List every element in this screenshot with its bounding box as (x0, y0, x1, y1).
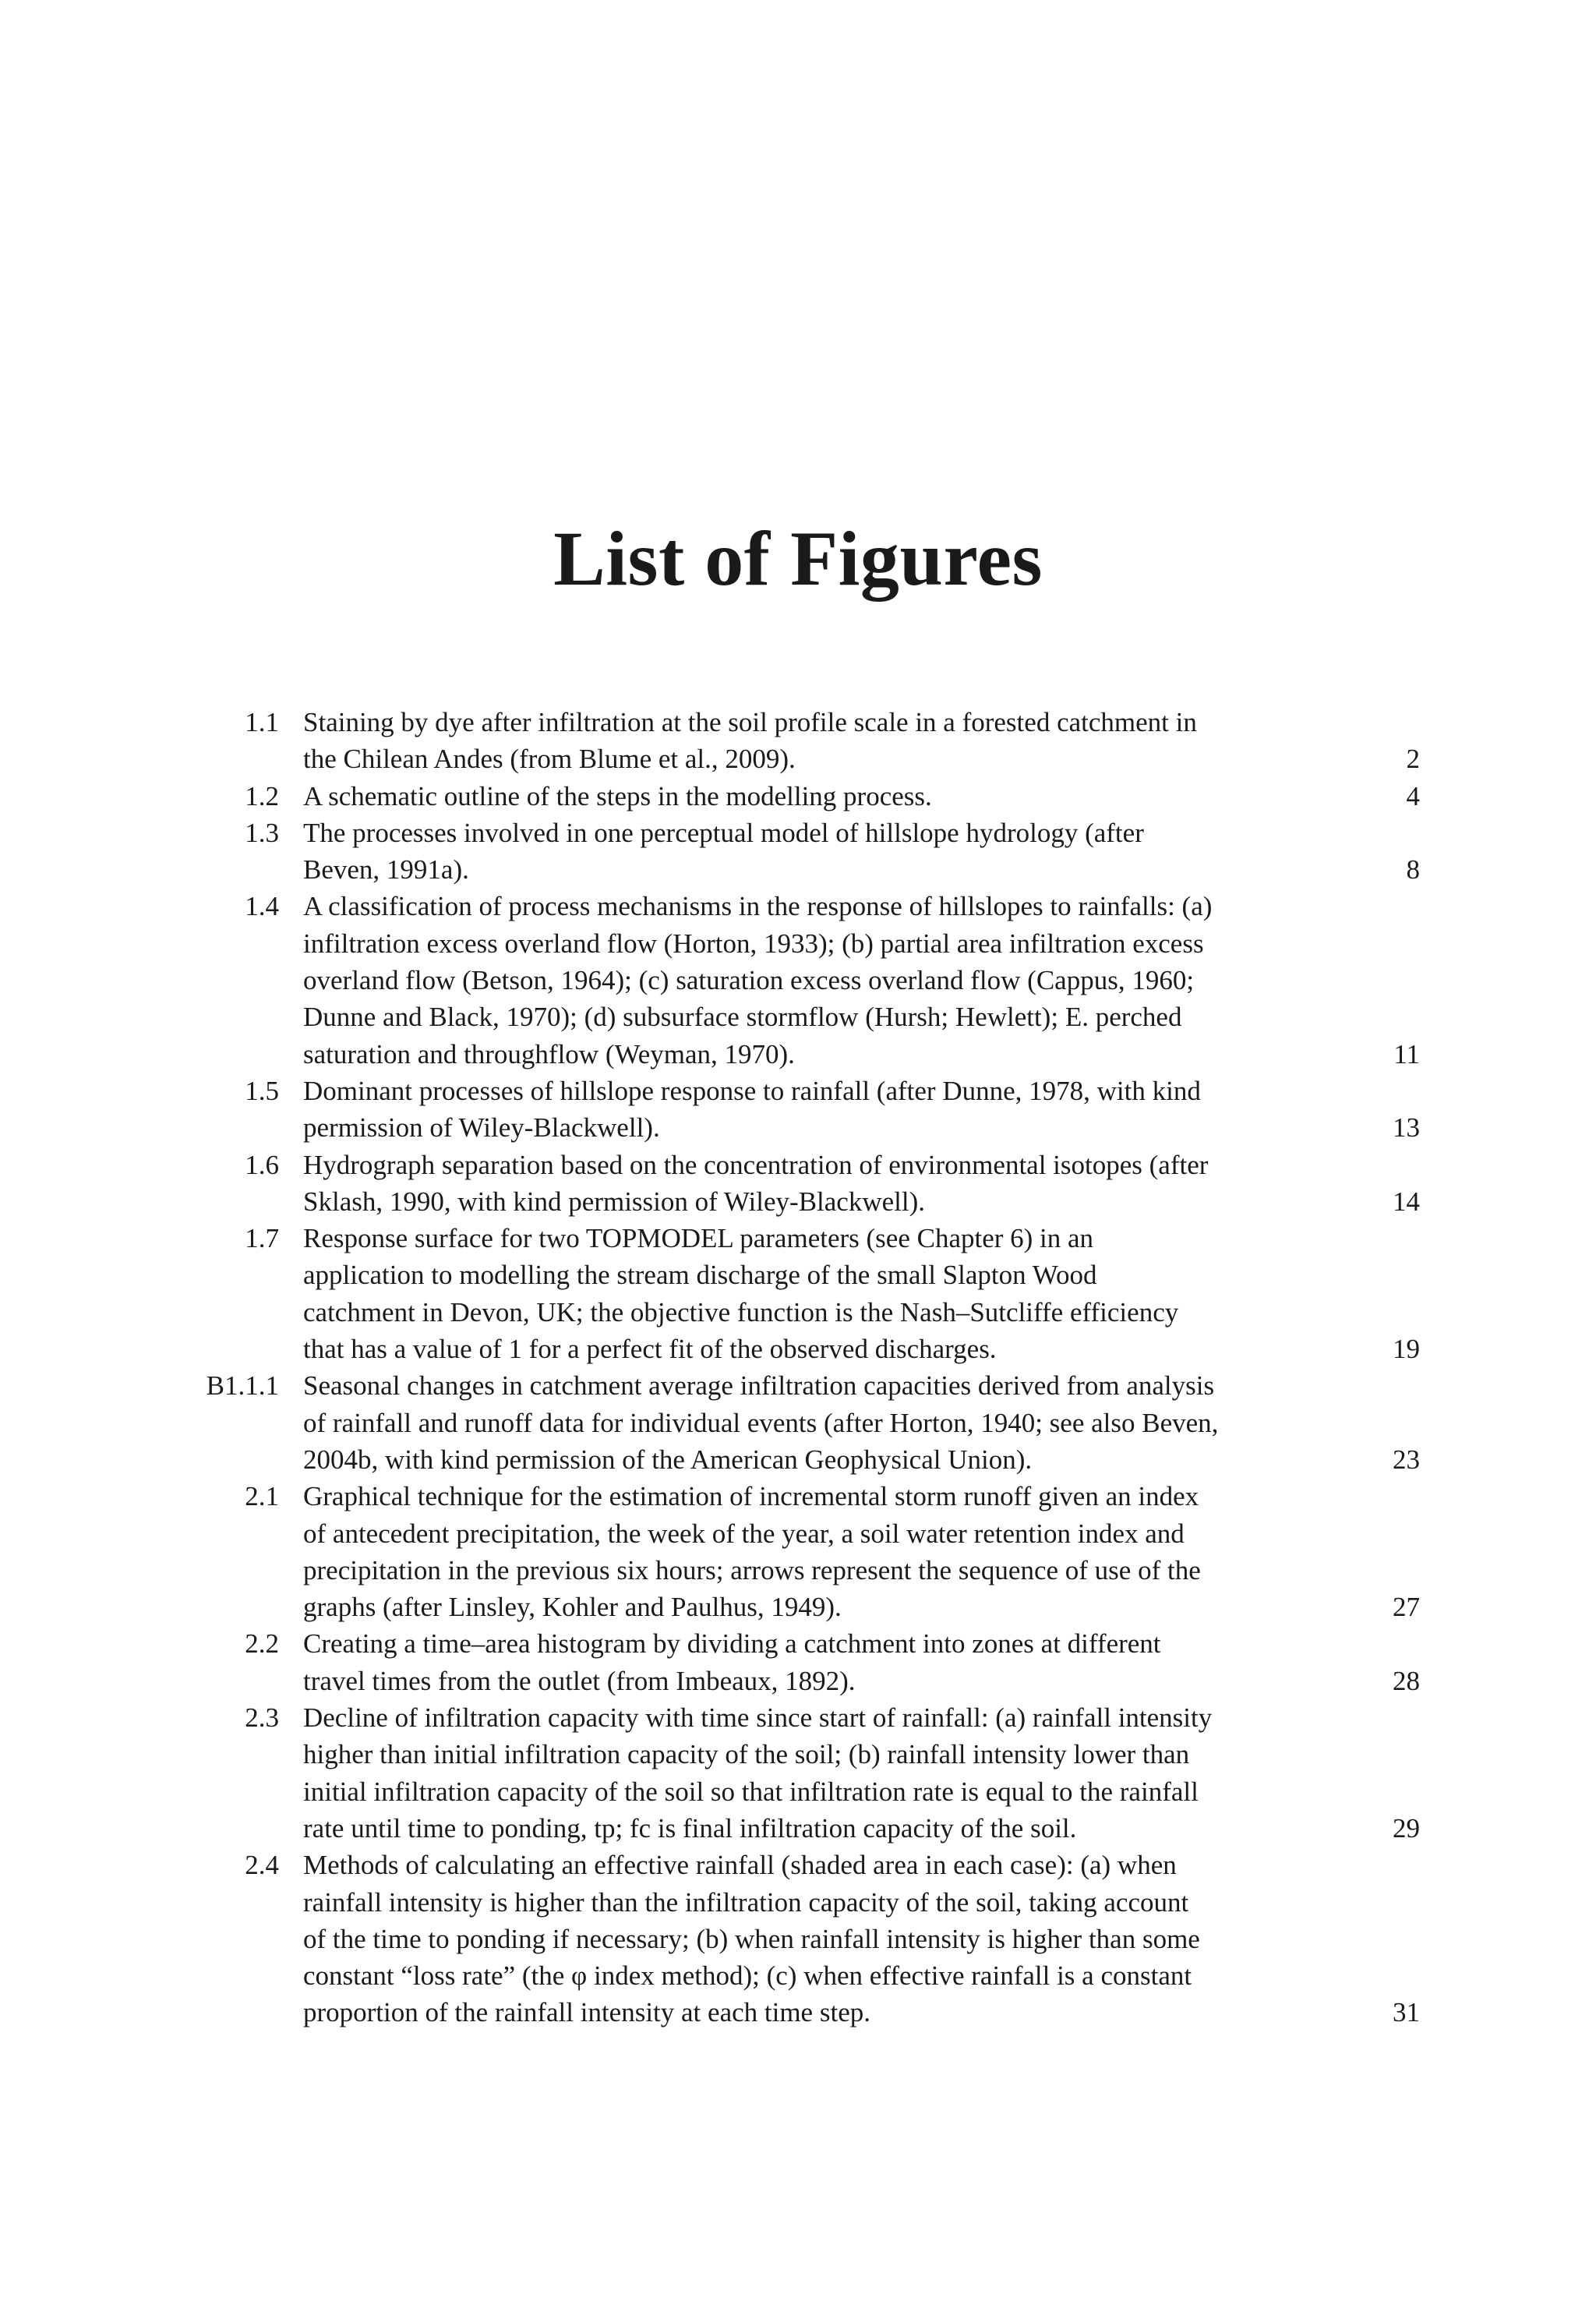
figure-caption: Graphical technique for the estimation of incremental storm runoff given an index of antecedent precipitation, the week of the year, a soil water retention index and precipitation in the previous six hours; arrows represent the sequence of use of the graphs (after Linsley, Kohler and Paulhus, 1949). (303, 1481, 1201, 1623)
figure-caption: Hydrograph separation based on the concentration of environmental isotopes (after Sklash, 1990, with kind permission of Wiley-Blackwell). (303, 1149, 1209, 1217)
page-title: List of Figures (553, 515, 1043, 602)
figure-number: 2.4 (245, 1850, 279, 1881)
page-number: 11 (1393, 1038, 1420, 1069)
figure-caption: The processes involved in one perceptual model of hillslope hydrology (after Beven, 1991a). (303, 817, 1144, 886)
page-number: 28 (1393, 1665, 1420, 1696)
figure-number: 2.3 (245, 1702, 279, 1734)
figure-number: 1.2 (245, 780, 279, 811)
figure-caption: Seasonal changes in catchment average infiltration capacities derived from analysis of rainfall and runoff data for individual events (after Horton, 1940; see also Beven, 2004b, with kind permission of the American Geophysical Union). (303, 1370, 1219, 1475)
figure-caption: A classification of process mechanisms in the response of hillslopes to rainfalls: (a) infiltration excess overland flow (Horton, 1933); (b) partial area infiltration excess overland flow (Betson, 1964); (c) saturation excess overland flow (Cappus, 1960; Dunne and Black, 1970); (d) subsurface stormflow (Hursh; Hewlett); E. perched saturation and throughflow (Weyman, 1970). (303, 891, 1213, 1069)
figure-caption: Methods of calculating an effective rainfall (shaded area in each case): (a) when rainfall intensity is higher than the infiltration capacity of the soil, taking account of the time to ponding if necessary; (b) when rainfall intensity is higher than some constant “loss rate” (the φ index method); (c) when effective rainfall is a constant proportion of the rainfall intensity at each time step. (303, 1850, 1200, 2028)
page-number: 19 (1393, 1334, 1420, 1365)
page-number: 2 (1406, 744, 1420, 775)
list-item (0, 704, 1596, 778)
list-item (0, 815, 1596, 889)
page-number: 4 (1406, 780, 1420, 811)
figure-caption: Decline of infiltration capacity with time since start of rainfall: (a) rainfall intensity higher than initial infiltration capacity of the soil; (b) rainfall intensity lower than initial infiltration capacity of the soil so that infiltration rate is equal to the rainfall rate until time to ponding, tp; fc is final infiltration capacity of the soil. (303, 1702, 1213, 1844)
list-item (0, 1073, 1596, 1147)
figure-number: 1.1 (245, 707, 279, 737)
page-number: 23 (1393, 1444, 1420, 1475)
figure-number: B1.1.1 (206, 1370, 279, 1402)
page-number: 8 (1406, 854, 1420, 886)
figure-list (0, 704, 1596, 2031)
list-item (0, 1367, 1596, 1478)
figure-caption: Staining by dye after infiltration at the soil profile scale in a forested catchment in the Chilean Andes (from Blume et al., 2009). (303, 707, 1197, 775)
figure-number: 1.5 (245, 1075, 279, 1106)
figure-number: 1.3 (245, 817, 279, 848)
page-number: 14 (1393, 1186, 1420, 1217)
figure-number: 1.7 (245, 1223, 279, 1254)
figure-caption: Response surface for two TOPMODEL parameters (see Chapter 6) in an application to modelling the stream discharge of the small Slapton Wood catchment in Devon, UK; the objective function is the Nash–Sutcliffe efficiency that has a value of 1 for a perfect fit of the observed discharges. (303, 1223, 1179, 1365)
list-item (0, 778, 1596, 815)
list-item (0, 1147, 1596, 1221)
list-item (0, 1625, 1596, 1699)
list-item (0, 1847, 1596, 2031)
figure-caption: A schematic outline of the steps in the modelling process. (303, 780, 932, 811)
page-number: 27 (1393, 1592, 1420, 1623)
list-item (0, 1478, 1596, 1625)
page-number: 29 (1393, 1812, 1420, 1844)
list-item (0, 1220, 1596, 1367)
list-item (0, 888, 1596, 1072)
figure-number: 1.6 (245, 1149, 279, 1180)
list-item (0, 1699, 1596, 1847)
figure-number: 1.4 (245, 891, 279, 922)
figure-number: 2.2 (245, 1628, 279, 1660)
page-number: 13 (1393, 1112, 1420, 1144)
figure-caption: Creating a time–area histogram by dividing a catchment into zones at different travel times from the outlet (from Imbeaux, 1892). (303, 1628, 1161, 1696)
figure-caption: Dominant processes of hillslope response to rainfall (after Dunne, 1978, with kind permission of Wiley-Blackwell). (303, 1075, 1201, 1144)
figure-number: 2.1 (245, 1481, 279, 1512)
page-number: 31 (1393, 1997, 1420, 2028)
